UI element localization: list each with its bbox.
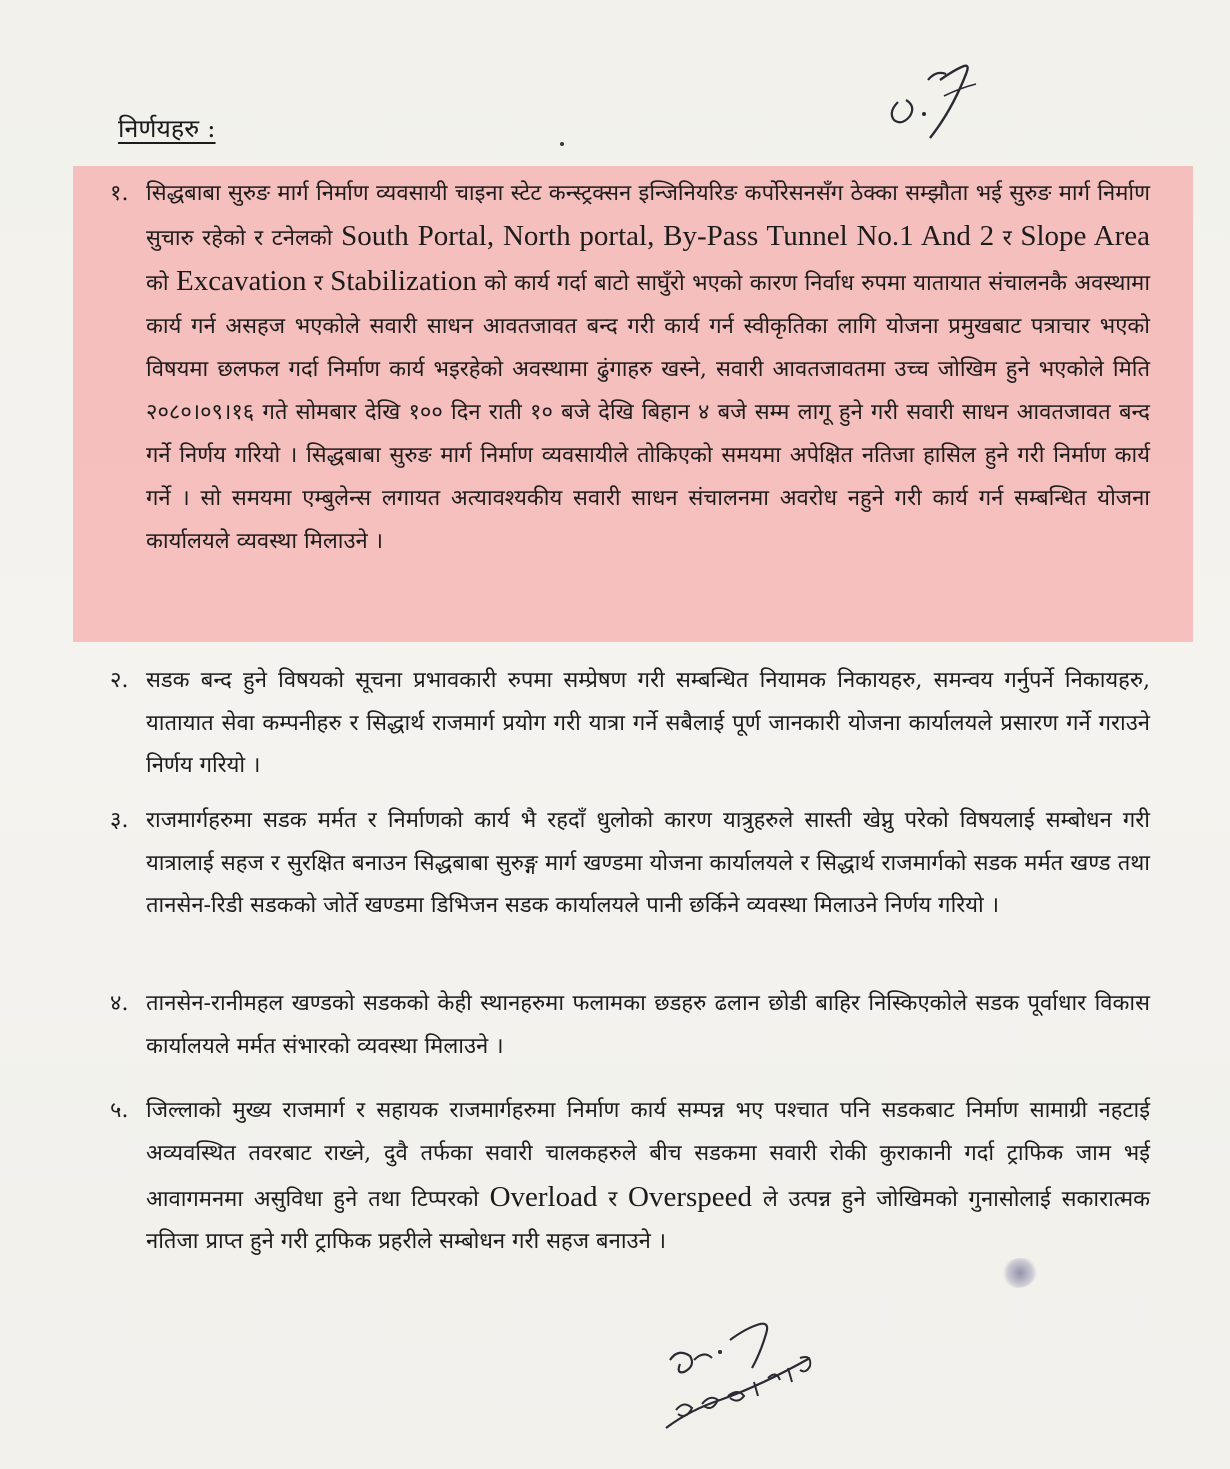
item-text: जिल्लाको मुख्य राजमार्ग र सहायक राजमार्गहरुमा निर्माण कार्य सम्पन्न भए पश्चात पनि सडकबाट निर्माण सामाग्री नहटाई अव्यवस्थित तवरबाट राख्ने, दुवै तर्फका सवारी चालकहरुले बीच सडकमा सवारी रोकी कुराकानी गर्दा ट्राफिक जाम भई आवागमनमा असुविधा हुने तथा टिप्परको xyxy=(146,1098,1150,1212)
item-number: ४. xyxy=(110,991,129,1016)
item-text: सिद्धबाबा सुरुङ मार्ग निर्माण व्यवसायी चाइना स्टेट कन्स्ट्रक्सन इन्जिनियरिङ कर्पोरेसनसँग ठेक्का सम्झौता भई सुरुङ मार्ग निर्माण सुचारु रहेको र टनेलको xyxy=(146,181,1150,251)
item-text: र xyxy=(1002,226,1012,251)
item-body xyxy=(146,1090,1150,1264)
handwritten-signature xyxy=(650,1300,830,1450)
item-number: ५. xyxy=(110,1098,129,1123)
item-latin-text: South Portal, North portal, By-Pass Tunnel No.1 And 2 xyxy=(341,220,995,252)
item-text: सडक बन्द हुने विषयको सूचना प्रभावकारी रुपमा सम्प्रेषण गरी सम्बन्धित नियामक निकायहरु, समन्वय गर्नुपर्ने निकायहरु, यातायात सेवा कम्पनीहरु र सिद्धार्थ राजमार्ग प्रयोग गरी यात्रा गर्ने सबैलाई पूर्ण जानकारी योजना कार्यालयले प्रसारण गर्ने गराउने निर्णय गरियो । xyxy=(146,668,1150,778)
decision-item-4 xyxy=(110,983,1150,1068)
item-number: २. xyxy=(110,668,129,693)
handwritten-initial-top xyxy=(880,40,990,150)
item-latin-text: Overspeed xyxy=(628,1180,753,1213)
item-text: तानसेन-रानीमहल खण्डको सडकको केही स्थानहरुमा फलामका छडहरु ढलान छोडी बाहिर निस्किएकोले सडक पूर्वाधार विकास कार्यालयले मर्मत संभारको व्यवस्था मिलाउने । xyxy=(146,991,1150,1059)
decision-item-1 xyxy=(110,172,1150,563)
paper-speck xyxy=(560,142,564,146)
item-text: को xyxy=(146,271,169,296)
item-text: राजमार्गहरुमा सडक मर्मत र निर्माणको कार्य भै रहदाँ धुलोको कारण यात्रुहरुले सास्ती खेप्नु परेको विषयलाई सम्बोधन गरी यात्रालाई सहज र सुरक्षित बनाउन सिद्धबाबा सुरुङ्ग मार्ग खण्डमा योजना कार्यालयले र सिद्धार्थ राजमार्गको सडक मर्मत खण्ड तथा तानसेन-रिडी सडकको जोर्ते खण्डमा डिभिजन सडक कार्यालयले पानी छर्किने व्यवस्था मिलाउने निर्णय गरियो । xyxy=(146,808,1150,918)
item-latin-text: Excavation xyxy=(176,265,307,297)
item-number: ३. xyxy=(110,808,129,833)
decisions-heading-text: निर्णयहरु : xyxy=(118,114,216,143)
decision-item-2 xyxy=(110,660,1150,788)
item-latin-text: Overload xyxy=(489,1180,598,1213)
item-body xyxy=(146,172,1150,563)
item-number: १. xyxy=(110,181,129,206)
decision-item-3 xyxy=(110,800,1150,928)
item-latin-text: Stabilization xyxy=(330,265,477,297)
decisions-heading xyxy=(118,112,216,146)
ink-smudge xyxy=(1003,1258,1037,1288)
item-text: को कार्य गर्दा बाटो साघुँरो भएको कारण निर्वाध रुपमा यातायात संचालनकै अवस्थामा कार्य गर्न असहज भएकोले सवारी साधन आवतजावत बन्द गरी कार्य गर्न स्वीकृतिका लागि योजना प्रमुखबाट पत्राचार भएको विषयमा छलफल गर्दा निर्माण कार्य भइरहेको अवस्थामा ढुंगाहरु खस्ने, सवारी आवतजावतमा उच्च जोखिम हुने भएकोले मिति २०८०।०९।१६ गते सोमबार देखि १०० दिन राती १० बजे देखि बिहान ४ बजे सम्म लागू हुने गरी सवारी साधन आवतजावत बन्द गर्ने निर्णय गरियो । सिद्धबाबा सुरुङ मार्ग निर्माण व्यवसायीले तोकिएको समयमा अपेक्षित नतिजा हासिल हुने गरी निर्माण कार्य गर्ने । सो समयमा एम्बुलेन्स लगायत अत्यावश्यकीय सवारी साधन संचालनमा अवरोध नहुने गरी कार्य गर्न सम्बन्धित योजना कार्यालयले व्यवस्था मिलाउने । xyxy=(146,271,1151,554)
item-latin-text: Slope Area xyxy=(1020,220,1150,252)
item-text: र xyxy=(313,271,323,296)
decision-item-5 xyxy=(110,1090,1150,1264)
item-text: र xyxy=(608,1186,618,1212)
item-text: ले उत्पन्न हुने जोखिमको गुनासोलाई सकारात्मक नतिजा प्राप्त हुने गरी ट्राफिक प्रहरीले सम्बोधन गरी सहज बनाउने । xyxy=(146,1186,1151,1255)
